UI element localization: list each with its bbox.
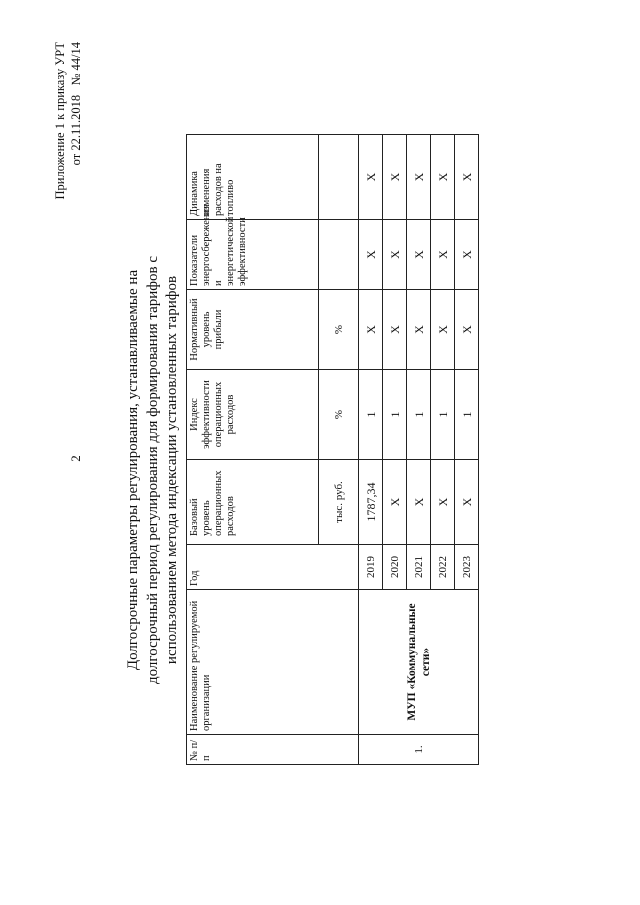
- page-number: 2: [67, 455, 83, 462]
- base-cell: X: [383, 460, 407, 545]
- base-cell: X: [407, 460, 431, 545]
- index-cell: 1: [407, 370, 431, 460]
- unit-energy: [319, 220, 359, 290]
- table-header-row: [187, 135, 319, 765]
- year-cell: 2019: [359, 545, 383, 590]
- index-cell: 1: [455, 370, 479, 460]
- parameters-table: [186, 134, 479, 765]
- profit-cell: X: [407, 290, 431, 370]
- fuel-cell: X: [383, 135, 407, 220]
- index-cell: 1: [431, 370, 455, 460]
- energy-cell: X: [431, 220, 455, 290]
- year-cell: 2023: [455, 545, 479, 590]
- base-cell: X: [431, 460, 455, 545]
- appendix-line-1: Приложение 1 к приказу УРТ: [53, 42, 67, 200]
- energy-cell: X: [455, 220, 479, 290]
- header-num: № п/п: [187, 735, 359, 765]
- fuel-cell: X: [407, 135, 431, 220]
- unit-index: %: [319, 370, 359, 460]
- profit-cell: X: [431, 290, 455, 370]
- unit-base: тыс. руб.: [319, 460, 359, 545]
- document-title: Долгосрочные параметры регулирования, устанавливаемые на долгосрочный период регулирования для формирования тарифов с использованием метода индексации установленных тарифов: [125, 256, 180, 684]
- header-profit: Нормативный уровень прибыли: [187, 290, 319, 370]
- profit-cell: X: [359, 290, 383, 370]
- org-number: 1.: [359, 735, 479, 765]
- header-fuel: Динамика изменения расходов на топливо: [187, 135, 319, 220]
- fuel-cell: X: [359, 135, 383, 220]
- energy-cell: X: [359, 220, 383, 290]
- base-cell: 1787,34: [359, 460, 383, 545]
- fuel-cell: X: [455, 135, 479, 220]
- header-energy: Показатели энергосбережения и энергетической эффективности: [187, 220, 319, 290]
- base-cell: X: [455, 460, 479, 545]
- parameters-table-wrapper: [186, 134, 479, 765]
- energy-cell: X: [407, 220, 431, 290]
- header-org: Наименование регулируемой организации: [187, 590, 359, 735]
- year-cell: 2021: [407, 545, 431, 590]
- header-index: Индекс эффективности операционных расходов: [187, 370, 319, 460]
- year-cell: 2022: [431, 545, 455, 590]
- appendix-reference: [52, 42, 84, 212]
- appendix-line-2: от 22.11.2018 № 44/14: [69, 42, 83, 166]
- table-row: [359, 135, 383, 765]
- unit-fuel: [319, 135, 359, 220]
- header-year: Год: [187, 545, 359, 590]
- unit-profit: %: [319, 290, 359, 370]
- header-base: Базовый уровень операционных расходов: [187, 460, 319, 545]
- profit-cell: X: [383, 290, 407, 370]
- fuel-cell: X: [431, 135, 455, 220]
- org-name: МУП «Коммунальные сети»: [359, 590, 479, 735]
- index-cell: 1: [359, 370, 383, 460]
- profit-cell: X: [455, 290, 479, 370]
- energy-cell: X: [383, 220, 407, 290]
- year-cell: 2020: [383, 545, 407, 590]
- index-cell: 1: [383, 370, 407, 460]
